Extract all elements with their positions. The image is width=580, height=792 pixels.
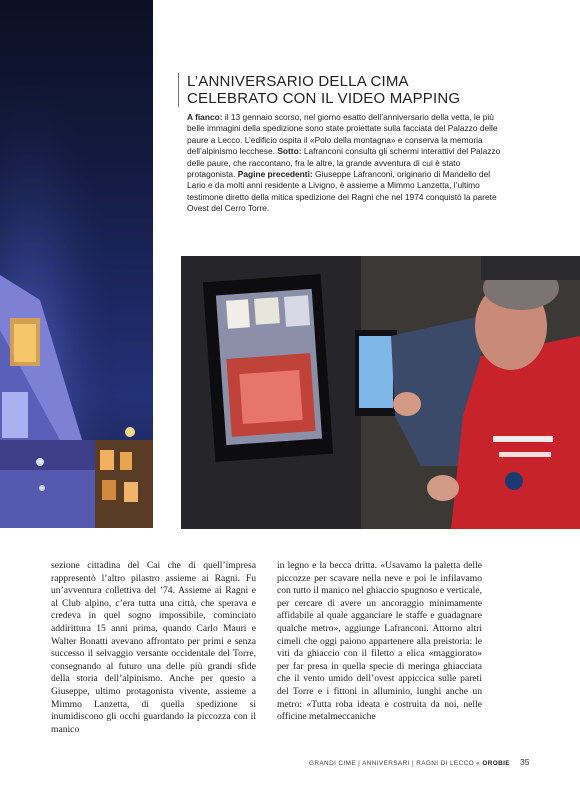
photo-caption	[187, 112, 507, 215]
caption-text-2: Lafranconi consulta gli schermi interattivi del Palazzo delle paure, che raccontano, fra le altre, la grande avventura di cui è stato protagonista.	[187, 146, 501, 180]
caption-lead-1: A fianco:	[187, 112, 223, 122]
caption-lead-2: Sotto:	[277, 146, 302, 157]
footer-sections: GRANDI CIME | ANNIVERSARI | RAGNI DI LECCO «	[309, 760, 481, 767]
page-number: 35	[520, 757, 530, 767]
screens-scene-illustration	[181, 256, 580, 529]
running-footer	[309, 760, 510, 767]
headline-line-1: L’ANNIVERSARIO DELLA CIMA	[187, 73, 409, 90]
article-headline	[178, 73, 567, 107]
caption-lead-3: Pagine precedenti:	[237, 169, 313, 180]
caption-text-1: il 13 gennaio scorso, nel giorno esatto dell’anniversario della vetta, le più belle immagini della spedizione sono state proiettate sulla facciata del Palazzo delle paure a Lecco. L’edificio ospita il «Polo della montagna» e conserva la memoria dell’alpinismo lecchese.	[187, 112, 498, 157]
palazzo-night-photo	[0, 0, 153, 528]
headline-line-2: CELEBRATO CON IL VIDEO MAPPING	[187, 90, 461, 107]
body-column-1: sezione cittadina del Cai che di quell’impresa rappresentò l’altro pilastro assieme ai Ragni. Fu un’avventura collettiva del ’74. Assieme ai Ragni e al Club alpino, c’era tutta una città, che sperava e credeva in quel sogno impossibile, cominciato addirittura 15 anni prima, quando Carlo Mauri e Walter Bonatti avevano affrontato per primi e senza successo il selvaggio versante occidentale del Torre, consegnando al futuro una delle più grandi sfide della storia dell’alpinismo. Anche per questo a Giuseppe, ultimo protagonista vivente, assieme a Mimmo Lanzetta, di quella spedizione si inumidiscono gli occhi guardando la piccozza con il manico	[51, 560, 256, 735]
palazzo-facade-illustration	[0, 0, 153, 528]
interactive-screens-photo	[181, 256, 580, 529]
body-column-2: in legno e la becca dritta. «Usavamo la paletta delle piccozze per scavare nella neve e poi le infilavamo con tutto il manico nel ghiaccio spugnoso e verticale, per cercare di avere un ancoraggio minimamente affidabile al quale agganciare le staffe e guadagnare qualche metro», aggiunge Lafranconi. Attorno altri cimeli che oggi paiono appartenere alla preistoria: le viti da ghiaccio con il filetto a elica «maggiorato» per far presa in quella specie di meringa ghiacciata che il vento umido dell’ovest appiccica sulle pareti del Torre e i fittoni in alluminio, lunghi anche un metro: «Tutta roba ideata e costruita da noi, nelle officine metalmeccaniche	[277, 560, 482, 723]
caption-text-3: Giuseppe Lafranconi, originario di Mandello del Lario e da molti anni residente a Livigno, è assieme a Mimmo Lanzetta, l’ultimo testimone diretto della mitica spedizione dei Ragni che nel 1974 conquistò la parete Ovest del Cerro Torre.	[187, 169, 497, 214]
footer-brand: OROBIE	[482, 760, 510, 767]
